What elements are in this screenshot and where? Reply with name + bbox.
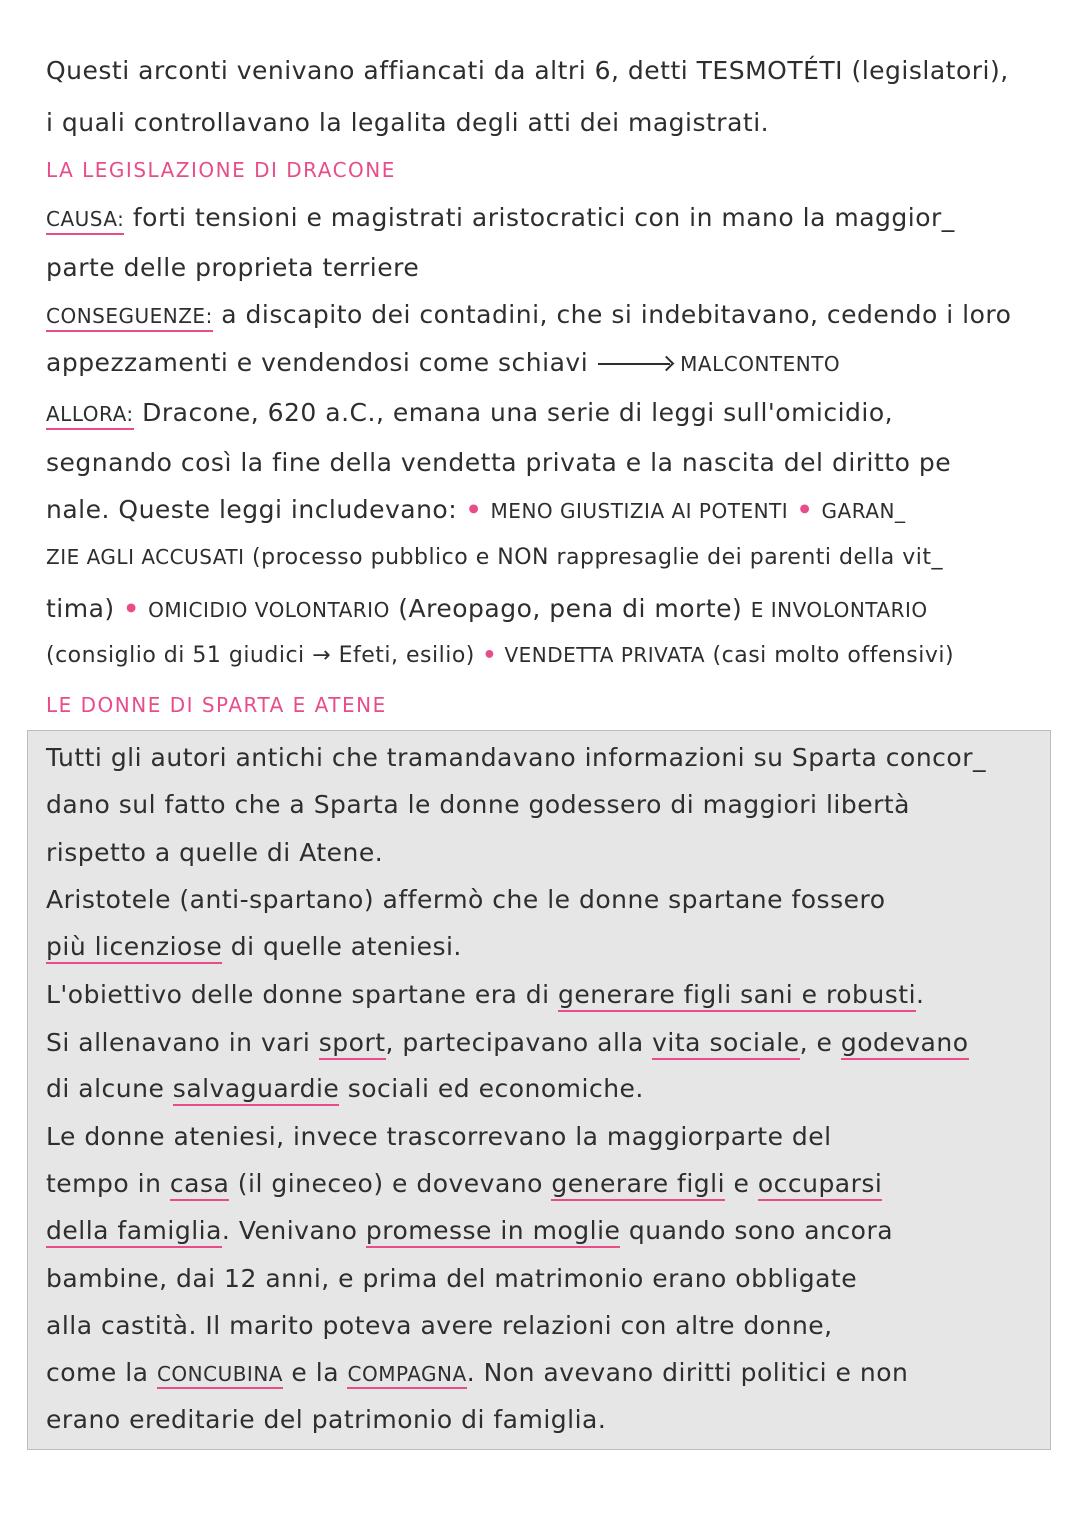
- bullet-dot-icon: •: [482, 643, 497, 668]
- underlined-phrase: generare figli: [551, 1169, 725, 1201]
- underlined-phrase: COMPAGNA: [347, 1362, 466, 1389]
- women-line-8: [46, 1076, 644, 1101]
- law-item-3-b: (Areopago, pena di morte): [389, 594, 751, 623]
- women-text-10c: e: [725, 1169, 758, 1198]
- women-text-14a: come la: [46, 1358, 157, 1387]
- women-line-11: [46, 1218, 893, 1243]
- allora-label: ALLORA:: [46, 402, 134, 430]
- causa-text-1: forti tensioni e magistrati aristocratici con in mano la maggior_: [124, 203, 955, 232]
- women-line-9: Le donne ateniesi, invece trascorrevano la maggiorparte del: [46, 1122, 832, 1151]
- underlined-phrase: godevano: [841, 1028, 969, 1060]
- bullet-dot-icon: •: [796, 495, 814, 524]
- underlined-phrase: promesse in moglie: [366, 1216, 621, 1248]
- law-item-2-d: tima): [46, 594, 115, 623]
- bullet-dot-icon: •: [465, 495, 483, 524]
- causa-line-1: [46, 205, 955, 230]
- women-line-2: dano sul fatto che a Sparta le donne godessero di maggiori libertà: [46, 790, 910, 819]
- law-item-2-b: ZIE AGLI ACCUSATI: [46, 545, 245, 569]
- causa-label: CAUSA:: [46, 207, 124, 235]
- law-item-3-c: E INVOLONTARIO: [750, 598, 928, 622]
- law-item-3-d: (consiglio di 51 giudici → Efeti, esilio): [46, 643, 475, 668]
- intro-line-1: Questi arconti venivano affiancati da altri 6, detti TESMOTÉTI (legislatori),: [46, 56, 1009, 85]
- women-text-11a: . Venivano: [221, 1216, 366, 1245]
- law-item-2-c: (processo pubblico e NON rappresaglie dei parenti della vit_: [244, 545, 943, 570]
- causa-line-2: parte delle proprieta terriere: [46, 253, 420, 282]
- allora-line-2: segnando così la fine della vendetta privata e la nascita del diritto pe: [46, 448, 952, 477]
- underlined-phrase: occuparsi: [758, 1169, 883, 1201]
- conseguenze-line-2: [46, 350, 840, 375]
- section-heading-dracone: LA LEGISLAZIONE DI DRACONE: [46, 158, 396, 182]
- underlined-phrase: salvaguardie: [173, 1074, 339, 1106]
- allora-line-1: [46, 400, 893, 425]
- women-line-14: [46, 1360, 908, 1385]
- women-text-6a: L'obiettivo delle donne spartane era di: [46, 980, 559, 1009]
- women-line-7: [46, 1030, 969, 1055]
- underlined-phrase: vita sociale: [652, 1028, 799, 1060]
- women-text-7c: , e: [799, 1028, 841, 1057]
- bullet-dot-icon: •: [123, 594, 140, 623]
- women-line-15: erano ereditarie del patrimonio di famiglia.: [46, 1405, 607, 1434]
- underlined-phrase: più licenziose: [46, 932, 222, 964]
- law-item-4-b: (casi molto offensivi): [705, 643, 955, 668]
- conseguenze-text-1: a discapito dei contadini, che si indebitavano, cedendo i loro: [212, 300, 1012, 329]
- conseguenze-text-2: appezzamenti e vendendosi come schiavi: [46, 348, 589, 377]
- women-text-11b: quando sono ancora: [620, 1216, 894, 1245]
- women-text-7b: , partecipavano alla: [385, 1028, 653, 1057]
- underlined-phrase: generare figli sani e robusti: [558, 980, 916, 1012]
- law-item-1: MENO GIUSTIZIA AI POTENTI: [490, 499, 789, 523]
- section-heading-donne: LE DONNE DI SPARTA E ATENE: [46, 693, 387, 717]
- intro-line-2: i quali controllavano la legalita degli atti dei magistrati.: [46, 108, 770, 137]
- women-line-1: Tutti gli autori antichi che tramandavano informazioni su Sparta concor_: [46, 743, 987, 772]
- malcontento-label: MALCONTENTO: [680, 352, 841, 376]
- women-text-8a: di alcune: [46, 1074, 173, 1103]
- women-line-10: [46, 1171, 882, 1196]
- women-text-5: di quelle ateniesi.: [222, 932, 462, 961]
- women-line-3: rispetto a quelle di Atene.: [46, 838, 384, 867]
- women-line-12: bambine, dai 12 anni, e prima del matrimonio erano obbligate: [46, 1264, 858, 1293]
- underlined-phrase: sport: [319, 1028, 386, 1060]
- women-text-7a: Si allenavano in vari: [46, 1028, 319, 1057]
- law-line-6: [46, 645, 954, 667]
- women-line-5: [46, 934, 462, 959]
- law-line-4: [46, 547, 943, 569]
- allora-text-1: Dracone, 620 a.C., emana una serie di leggi sull'omicidio,: [133, 398, 894, 427]
- women-text-6b: .: [916, 980, 925, 1009]
- women-text-14c: . Non avevano diritti politici e non: [466, 1358, 909, 1387]
- women-text-10b: (il gineceo) e dovevano: [229, 1169, 552, 1198]
- underlined-phrase: casa: [170, 1169, 229, 1201]
- women-text-8b: sociali ed economiche.: [339, 1074, 644, 1103]
- law-line-5: [46, 596, 928, 621]
- law-item-2-a: GARAN_: [821, 499, 906, 523]
- women-line-13: alla castità. Il marito poteva avere relazioni con altre donne,: [46, 1311, 833, 1340]
- women-line-4: Aristotele (anti-spartano) affermò che le donne spartane fossero: [46, 885, 886, 914]
- law-item-3-a: OMICIDIO VOLONTARIO: [148, 598, 390, 622]
- allora-line-3: [46, 497, 905, 522]
- arrow-right-icon: [598, 363, 670, 365]
- law-item-4-a: VENDETTA PRIVATA: [504, 643, 706, 667]
- conseguenze-label: CONSEGUENZE:: [46, 304, 213, 332]
- women-text-10a: tempo in: [46, 1169, 170, 1198]
- underlined-phrase: della famiglia: [46, 1216, 222, 1248]
- women-line-6: [46, 982, 924, 1007]
- allora-text-3: nale. Queste leggi includevano:: [46, 495, 458, 524]
- women-text-14b: e la: [282, 1358, 348, 1387]
- conseguenze-line-1: [46, 302, 1011, 327]
- underlined-phrase: CONCUBINA: [157, 1362, 283, 1389]
